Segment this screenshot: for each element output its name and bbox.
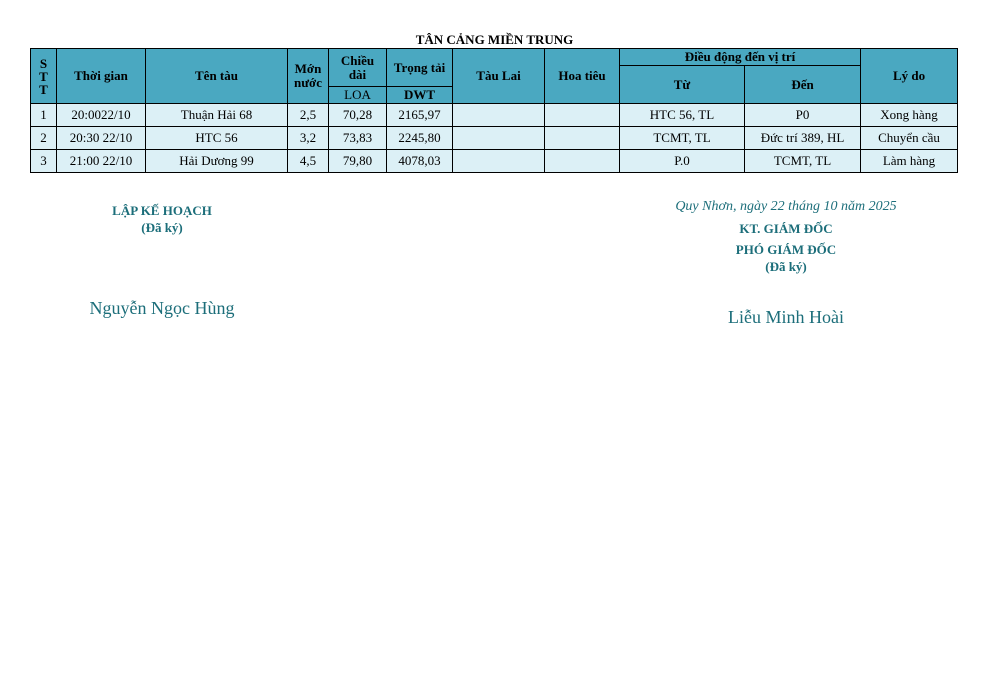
cell-tug bbox=[453, 150, 545, 173]
header-ship: Tên tàu bbox=[146, 49, 288, 104]
table-row bbox=[31, 104, 958, 127]
right-signature-block bbox=[626, 198, 946, 328]
header-tug: Tàu Lai bbox=[453, 49, 545, 104]
cell-stt: 2 bbox=[31, 127, 57, 150]
left-signature-block bbox=[62, 202, 262, 319]
header-reason: Lý do bbox=[861, 49, 958, 104]
cell-dwt: 2245,80 bbox=[387, 127, 453, 150]
cell-to: Đức trí 389, HL bbox=[745, 127, 861, 150]
cell-pilot bbox=[545, 127, 620, 150]
cell-draft: 4,5 bbox=[288, 150, 329, 173]
cell-loa: 79,80 bbox=[329, 150, 387, 173]
cell-ship: Hải Dương 99 bbox=[146, 150, 288, 173]
left-signed-note: (Đã ký) bbox=[141, 220, 183, 235]
right-signer-role-2: PHÓ GIÁM ĐỐC bbox=[735, 242, 837, 257]
cell-ship: Thuận Hải 68 bbox=[146, 104, 288, 127]
header-dwt: DWT bbox=[387, 87, 453, 104]
right-signer-role-1: KT. GIÁM ĐỐC bbox=[739, 221, 833, 236]
header-stt: S T T bbox=[31, 49, 57, 104]
header-from: Từ bbox=[620, 66, 745, 104]
cell-from: TCMT, TL bbox=[620, 127, 745, 150]
cell-draft: 3,2 bbox=[288, 127, 329, 150]
cell-pilot bbox=[545, 150, 620, 173]
cell-time: 21:00 22/10 bbox=[57, 150, 146, 173]
cell-time: 20:30 22/10 bbox=[57, 127, 146, 150]
right-signer-name: Liễu Minh Hoài bbox=[728, 307, 844, 327]
cell-to: TCMT, TL bbox=[745, 150, 861, 173]
cell-reason: Làm hàng bbox=[861, 150, 958, 173]
header-pilot: Hoa tiêu bbox=[545, 49, 620, 104]
cell-from: P.0 bbox=[620, 150, 745, 173]
cell-reason: Chuyển cầu bbox=[861, 127, 958, 150]
cell-from: HTC 56, TL bbox=[620, 104, 745, 127]
left-signer-role: LẬP KẾ HOẠCH bbox=[112, 203, 212, 218]
document-title: TÂN CẢNG MIỀN TRUNG bbox=[415, 32, 574, 47]
table-row bbox=[31, 127, 958, 150]
cell-loa: 73,83 bbox=[329, 127, 387, 150]
header-tonnage: Trọng tải bbox=[387, 49, 453, 87]
cell-ship: HTC 56 bbox=[146, 127, 288, 150]
cell-loa: 70,28 bbox=[329, 104, 387, 127]
header-length: Chiều dài bbox=[329, 49, 387, 87]
cell-time: 20:0022/10 bbox=[57, 104, 146, 127]
cell-dwt: 4078,03 bbox=[387, 150, 453, 173]
cell-tug bbox=[453, 127, 545, 150]
header-time: Thời gian bbox=[57, 49, 146, 104]
cell-pilot bbox=[545, 104, 620, 127]
header-draft: Mớn nước bbox=[288, 49, 329, 104]
header-move: Điều động đến vị trí bbox=[620, 49, 861, 66]
place-date: Quy Nhơn, ngày 22 tháng 10 năm 2025 bbox=[675, 199, 897, 214]
cell-to: P0 bbox=[745, 104, 861, 127]
cell-draft: 2,5 bbox=[288, 104, 329, 127]
cell-stt: 1 bbox=[31, 104, 57, 127]
right-signed-note: (Đã ký) bbox=[765, 259, 807, 274]
table-row bbox=[31, 150, 958, 173]
cell-dwt: 2165,97 bbox=[387, 104, 453, 127]
schedule-table bbox=[30, 48, 958, 173]
header-loa: LOA bbox=[329, 87, 387, 104]
cell-stt: 3 bbox=[31, 150, 57, 173]
left-signer-name: Nguyễn Ngọc Hùng bbox=[89, 298, 235, 318]
header-to: Đến bbox=[745, 66, 861, 104]
cell-reason: Xong hàng bbox=[861, 104, 958, 127]
cell-tug bbox=[453, 104, 545, 127]
